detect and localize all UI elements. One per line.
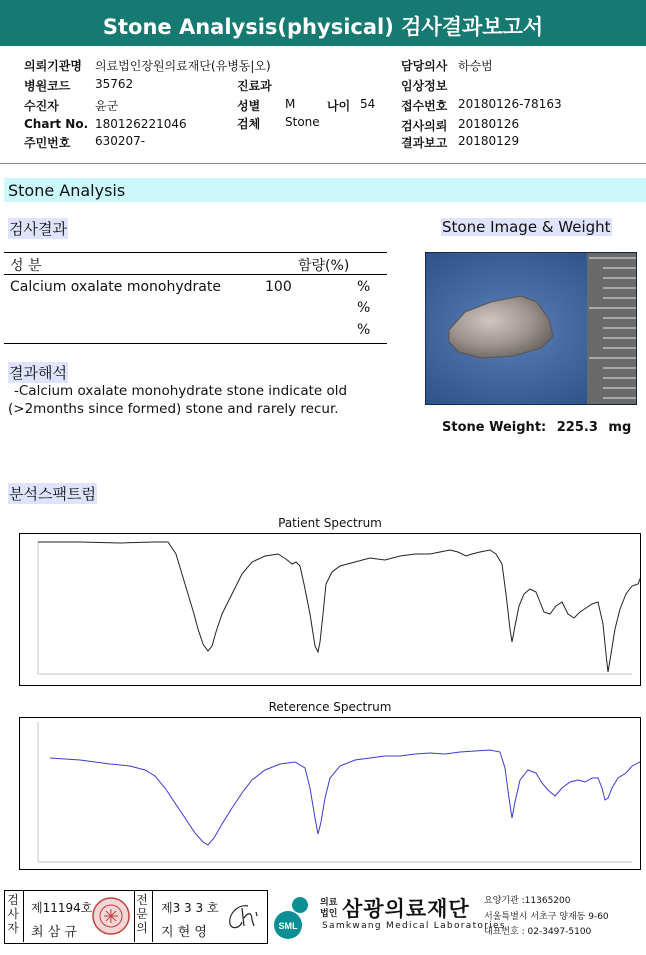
age-label: 나이	[327, 99, 351, 113]
reference-spectrum-line	[50, 750, 640, 845]
footer-divider	[23, 890, 24, 942]
table-row-component: Calcium oxalate monohydrate	[10, 279, 221, 295]
result-heading: 검사결과	[9, 220, 67, 238]
institution-value: 의료법인장원의료재단(유병동|오)	[95, 59, 271, 73]
interpretation-line: (>2months since formed) stone and rarely recur.	[8, 401, 339, 417]
org-name: 삼광의료재단	[342, 897, 470, 921]
org-english: Samkwang Medical Laboratories	[322, 921, 506, 931]
reference-spectrum-chart	[19, 717, 641, 870]
table-row-unit: %	[357, 300, 371, 316]
hospital-code-value: 35762	[95, 77, 134, 91]
receipt-no-value: 20180126-78163	[458, 97, 562, 111]
resident-no-label: 주민번호	[24, 136, 71, 150]
sml-logo-text: SML	[278, 921, 298, 931]
table-row-value: 100	[265, 279, 292, 295]
org-prefix	[320, 898, 337, 920]
patient-spectrum-line	[38, 542, 641, 672]
hospital-code-label: 병원코드	[24, 79, 71, 93]
request-date-value: 20180126	[458, 117, 520, 131]
patient-spectrum-title: Patient Spectrum	[278, 516, 382, 530]
receipt-no-label: 접수번호	[401, 99, 448, 113]
org-prefix-line: 의료	[320, 898, 338, 908]
stone-analysis-heading: Stone Analysis	[8, 181, 126, 200]
chart-no-value: 180126221046	[95, 117, 187, 131]
report-title: Stone Analysis(physical) 검사결과보고서	[0, 0, 646, 46]
spectrum-heading: 분석스팩트럼	[9, 485, 96, 503]
stone-photo	[425, 252, 637, 405]
interpretation-heading: 결과해석	[9, 364, 67, 382]
inspector-license: 제11194호	[31, 901, 93, 915]
inspector-label: 검사자	[7, 893, 19, 935]
reference-spectrum-title: Reterence Spectrum	[268, 700, 392, 714]
institution-label: 의뢰기관명	[24, 59, 82, 73]
specimen-label: 검체	[237, 117, 261, 131]
table-row-unit: %	[357, 279, 371, 295]
specimen-value: Stone	[285, 115, 320, 129]
table-row-unit: %	[357, 322, 371, 338]
collector-label: 수진자	[24, 99, 59, 113]
clinical-info-label: 임상정보	[401, 79, 448, 93]
table-header-line	[4, 274, 387, 275]
chart-no-label: Chart No.	[24, 117, 89, 131]
org-address-line: 서울특별시 서초구 양재동 9-60	[484, 912, 609, 922]
sex-value: M	[285, 97, 296, 111]
stone-weight-row	[442, 420, 631, 435]
age-value: 54	[360, 97, 376, 111]
specialist-name: 지 현 영	[161, 925, 207, 940]
org-prefix-line: 법인	[320, 909, 338, 919]
sml-logo-icon	[270, 893, 316, 941]
stamp-icon	[91, 896, 131, 936]
org-phone-line: 대표번호 : 02-3497-5100	[484, 927, 592, 937]
info-divider	[0, 163, 646, 164]
stone-image-heading: Stone Image & Weight	[442, 218, 611, 236]
collector-value: 윤군	[95, 99, 119, 113]
request-date-label: 검사의뢰	[401, 119, 448, 133]
resident-no-value: 630207-	[95, 134, 146, 148]
doctor-label: 담당의사	[401, 59, 448, 73]
stone-weight-label: Stone Weight:	[442, 420, 547, 435]
specialist-label: 전문의	[136, 893, 148, 935]
doctor-value: 하승범	[458, 59, 493, 73]
patient-spectrum-chart	[19, 533, 641, 686]
signature-icon	[222, 898, 262, 934]
table-col-component: 성 분	[10, 258, 42, 274]
department-label: 진료과	[237, 79, 272, 93]
stone-weight-unit: mg	[608, 420, 632, 435]
table-col-content: 함량(%)	[298, 258, 350, 274]
report-date-value: 20180129	[458, 134, 520, 148]
specialist-license: 제3 3 3 호	[161, 901, 219, 915]
interpretation-line: -Calcium oxalate monohydrate stone indicate old	[14, 383, 348, 399]
org-code-line: 요양기관 :11365200	[484, 896, 571, 906]
sex-label: 성별	[237, 99, 261, 113]
inspector-name: 최 삼 규	[31, 925, 77, 940]
footer-divider	[152, 890, 153, 942]
stone-weight-value: 225.3	[556, 420, 598, 435]
table-bottom-line	[4, 343, 387, 344]
table-top-line	[4, 252, 387, 253]
report-date-label: 결과보고	[401, 136, 448, 150]
